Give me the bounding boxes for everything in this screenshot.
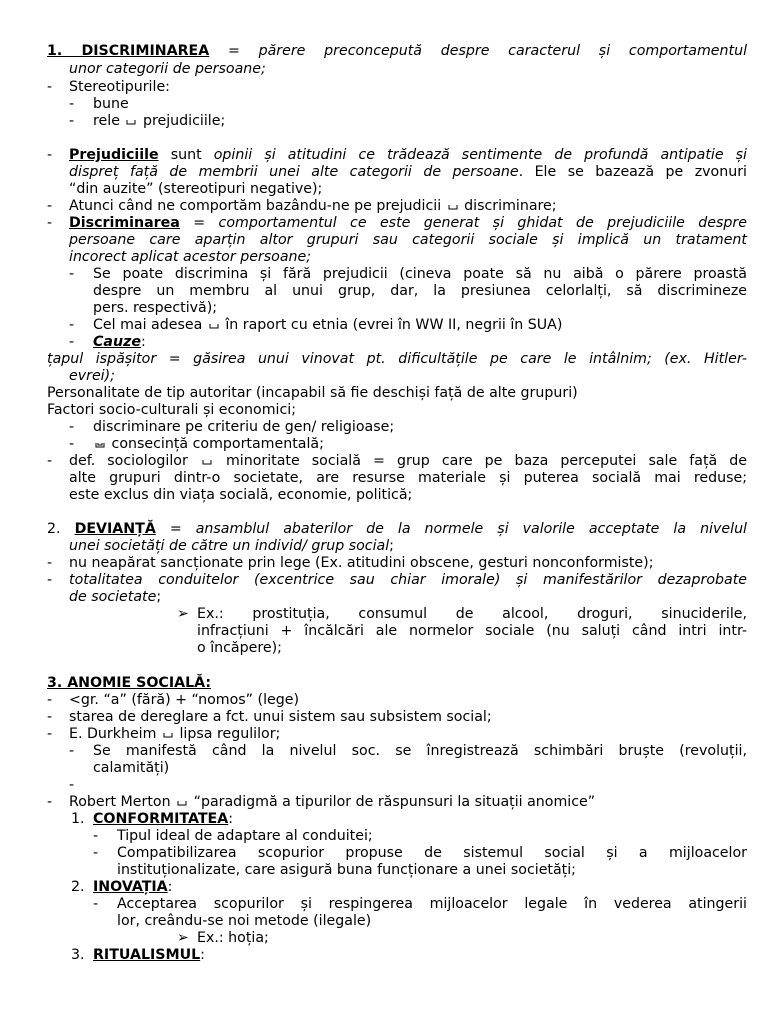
ex-hotia: Ex.: hoția;: [197, 930, 269, 946]
s2-definition-b: unei societăți de către un individ/ grup social;: [69, 538, 394, 554]
section-1-title: 1. DISCRIMINAREA: [47, 43, 210, 59]
discriminarea-def-c: incorect aplicat acestor persoane;: [69, 249, 312, 265]
cel-mai-adesea: Cel mai adesea în raport cu etnia (evrei în WW II, negrii în SUA): [93, 317, 563, 333]
implies-arrow-icon: [202, 457, 212, 466]
rele-item: rele prejudiciile;: [93, 113, 226, 129]
se-poate-a: Se poate discrimina și fără prejudicii (cineva poate să nu aibă o părere proastă: [93, 266, 747, 282]
dash: -: [69, 743, 75, 759]
criteriu-line: discriminare pe criteriu de gen/ religioase;: [93, 419, 395, 435]
ex-deviance-a: Ex.: prostituția, consumul de alcool, droguri, sinuciderile,: [197, 606, 747, 622]
dash: -: [69, 96, 75, 112]
prejudiciile-term: Prejudiciile: [69, 147, 159, 163]
factori-line: Factori socio-culturali și economici;: [47, 402, 296, 418]
arrow-bullet-icon: ➢: [177, 930, 189, 946]
section-3-title: 3. ANOMIE SOCIALĂ:: [47, 675, 212, 691]
dash: -: [47, 692, 53, 708]
list-number: 1.: [71, 811, 85, 827]
dash: -: [69, 266, 75, 282]
list-number: 2.: [71, 879, 85, 895]
starea-line: starea de dereglare a fct. unui sistem sau subsistem social;: [69, 709, 492, 725]
cauze-line: Cauze:: [93, 334, 146, 350]
tap-ispasitor-a: țapul ispășitor = găsirea unui vinovat pt. dificultățile pe care le intâlnim; (ex. Hitler-: [47, 351, 747, 367]
prejudiciile-def-a: Prejudiciile sunt opinii și atitudini ce trădează sentimente de profundă antipatie și: [69, 147, 747, 163]
implies-arrow-icon: [177, 798, 187, 807]
dash: -: [69, 419, 75, 435]
merton-line: Robert Merton “paradigmă a tipurilor de răspunsuri la situații anomice”: [69, 794, 596, 810]
s1-definition-a: = părere preconcepută despre caracterul și comportamentul: [209, 43, 748, 59]
double-implies-arrow-icon: [95, 440, 105, 449]
dash: -: [47, 726, 53, 742]
conformitatea-heading: CONFORMITATEA:: [93, 811, 234, 827]
dash: -: [69, 436, 75, 452]
discriminarea-def-a: Discriminarea = comportamentul ce este generat și ghidat de prejudiciile despre: [69, 215, 747, 231]
dash: -: [93, 896, 99, 912]
def-sociologilor-b: alte grupuri dintr-o societate, are resurse materiale și puterea socială mai reduse;: [69, 470, 747, 486]
personalitate-line: Personalitate de tip autoritar (incapabil să fie deschiși față de alte grupuri): [47, 385, 578, 401]
list-number: 3.: [71, 947, 85, 963]
dash: -: [47, 215, 53, 231]
ex-deviance-c: o încăpere);: [197, 640, 282, 656]
acceptarea-b: lor, creându-se noi metode (ilegale): [117, 913, 372, 929]
discriminarea-term: Discriminarea: [69, 215, 180, 231]
dash: -: [47, 709, 53, 725]
discriminarea-def-b: persoane care aparțin altor grupuri sau categorii sociale și implică un tratament: [69, 232, 747, 248]
dash: -: [93, 845, 99, 861]
implies-arrow-icon: [448, 202, 458, 211]
dash: -: [47, 453, 53, 469]
totalitatea-b: de societate;: [69, 589, 162, 605]
dash: -: [69, 317, 75, 333]
prejudiciile-def-c: “din auzite” (stereotipuri negative);: [69, 181, 323, 197]
dash: -: [47, 572, 53, 588]
dash: -: [69, 777, 75, 793]
prejudiciile-def-b: dispreț față de membrii unei alte categorii de persoane. Ele se bazează pe zvonuri: [69, 164, 747, 180]
etymology-line: <gr. “a” (fără) + “nomos” (lege): [69, 692, 300, 708]
durkheim-line: E. Durkheim lipsa regulilor;: [69, 726, 281, 742]
inovatia-heading: INOVAȚIA:: [93, 879, 173, 895]
acceptarea-a: Acceptarea scopurilor și respingerea mijloacelor legale în vederea atingerii: [117, 896, 747, 912]
manifesta-a: Se manifestă când la nivelul soc. se înregistrează schimbări bruște (revoluții,: [93, 743, 747, 759]
dash: -: [47, 147, 53, 163]
dash: -: [47, 198, 53, 214]
dash: -: [69, 113, 75, 129]
se-poate-b: despre un membru al unui grup, dar, la presiunea celorlalți, să discrimineze: [93, 283, 747, 299]
dash: -: [47, 794, 53, 810]
implies-arrow-icon: [209, 321, 219, 330]
tipul-ideal-line: Tipul ideal de adaptare al conduitei;: [117, 828, 373, 844]
def-sociologilor-c: este exclus din viața socială, economie, politică;: [69, 487, 413, 503]
stereotipuri-label: Stereotipurile:: [69, 79, 170, 95]
section-2-title: DEVIANȚĂ: [74, 521, 156, 537]
compatibilizarea-a: Compatibilizarea scopurior propuse de sistemul social și a mijloacelor: [117, 845, 747, 861]
nu-neaparat-line: nu neapărat sancționate prin lege (Ex. atitudini obscene, gesturi nonconformiste);: [69, 555, 654, 571]
def-sociologilor-a: def. sociologilor minoritate socială = grup care pe baza perceputei sale față de: [69, 453, 748, 469]
arrow-bullet-icon: ➢: [177, 606, 189, 622]
se-poate-c: pers. respectivă);: [93, 300, 218, 316]
dash: -: [47, 555, 53, 571]
totalitatea-a: totalitatea conduitelor (excentrice sau chiar imorale) și manifestărilor dezaprobate: [69, 572, 747, 588]
s1-heading-line: [47, 42, 747, 60]
atunci-line: Atunci când ne comportăm bazându-ne pe prejudicii discriminare;: [69, 198, 557, 214]
implies-arrow-icon: [126, 117, 136, 126]
s1-definition-b: unor categorii de persoane;: [69, 61, 266, 77]
bune-item: bune: [93, 96, 129, 112]
tap-ispasitor-b: evrei);: [69, 368, 115, 384]
cauze-term: Cauze: [93, 334, 141, 350]
dash: -: [93, 828, 99, 844]
ex-deviance-b: infracțiuni + încălcări ale normelor sociale (nu saluți când intri intr-: [197, 623, 747, 639]
manifesta-b: calamități): [93, 760, 170, 776]
consecinta-line: consecință comportamentală;: [93, 435, 324, 453]
dash: -: [47, 79, 53, 95]
implies-arrow-icon: [163, 730, 173, 739]
ritualismul-heading: RITUALISMUL:: [93, 947, 205, 963]
s2-heading-line: 2. DEVIANȚĂ = ansamblul abaterilor de la normele și valorile acceptate la nivelul: [47, 521, 747, 537]
compatibilizarea-b: instituționalizate, care asigură buna funcționare a unei societăți;: [117, 862, 576, 878]
dash: -: [69, 334, 75, 350]
